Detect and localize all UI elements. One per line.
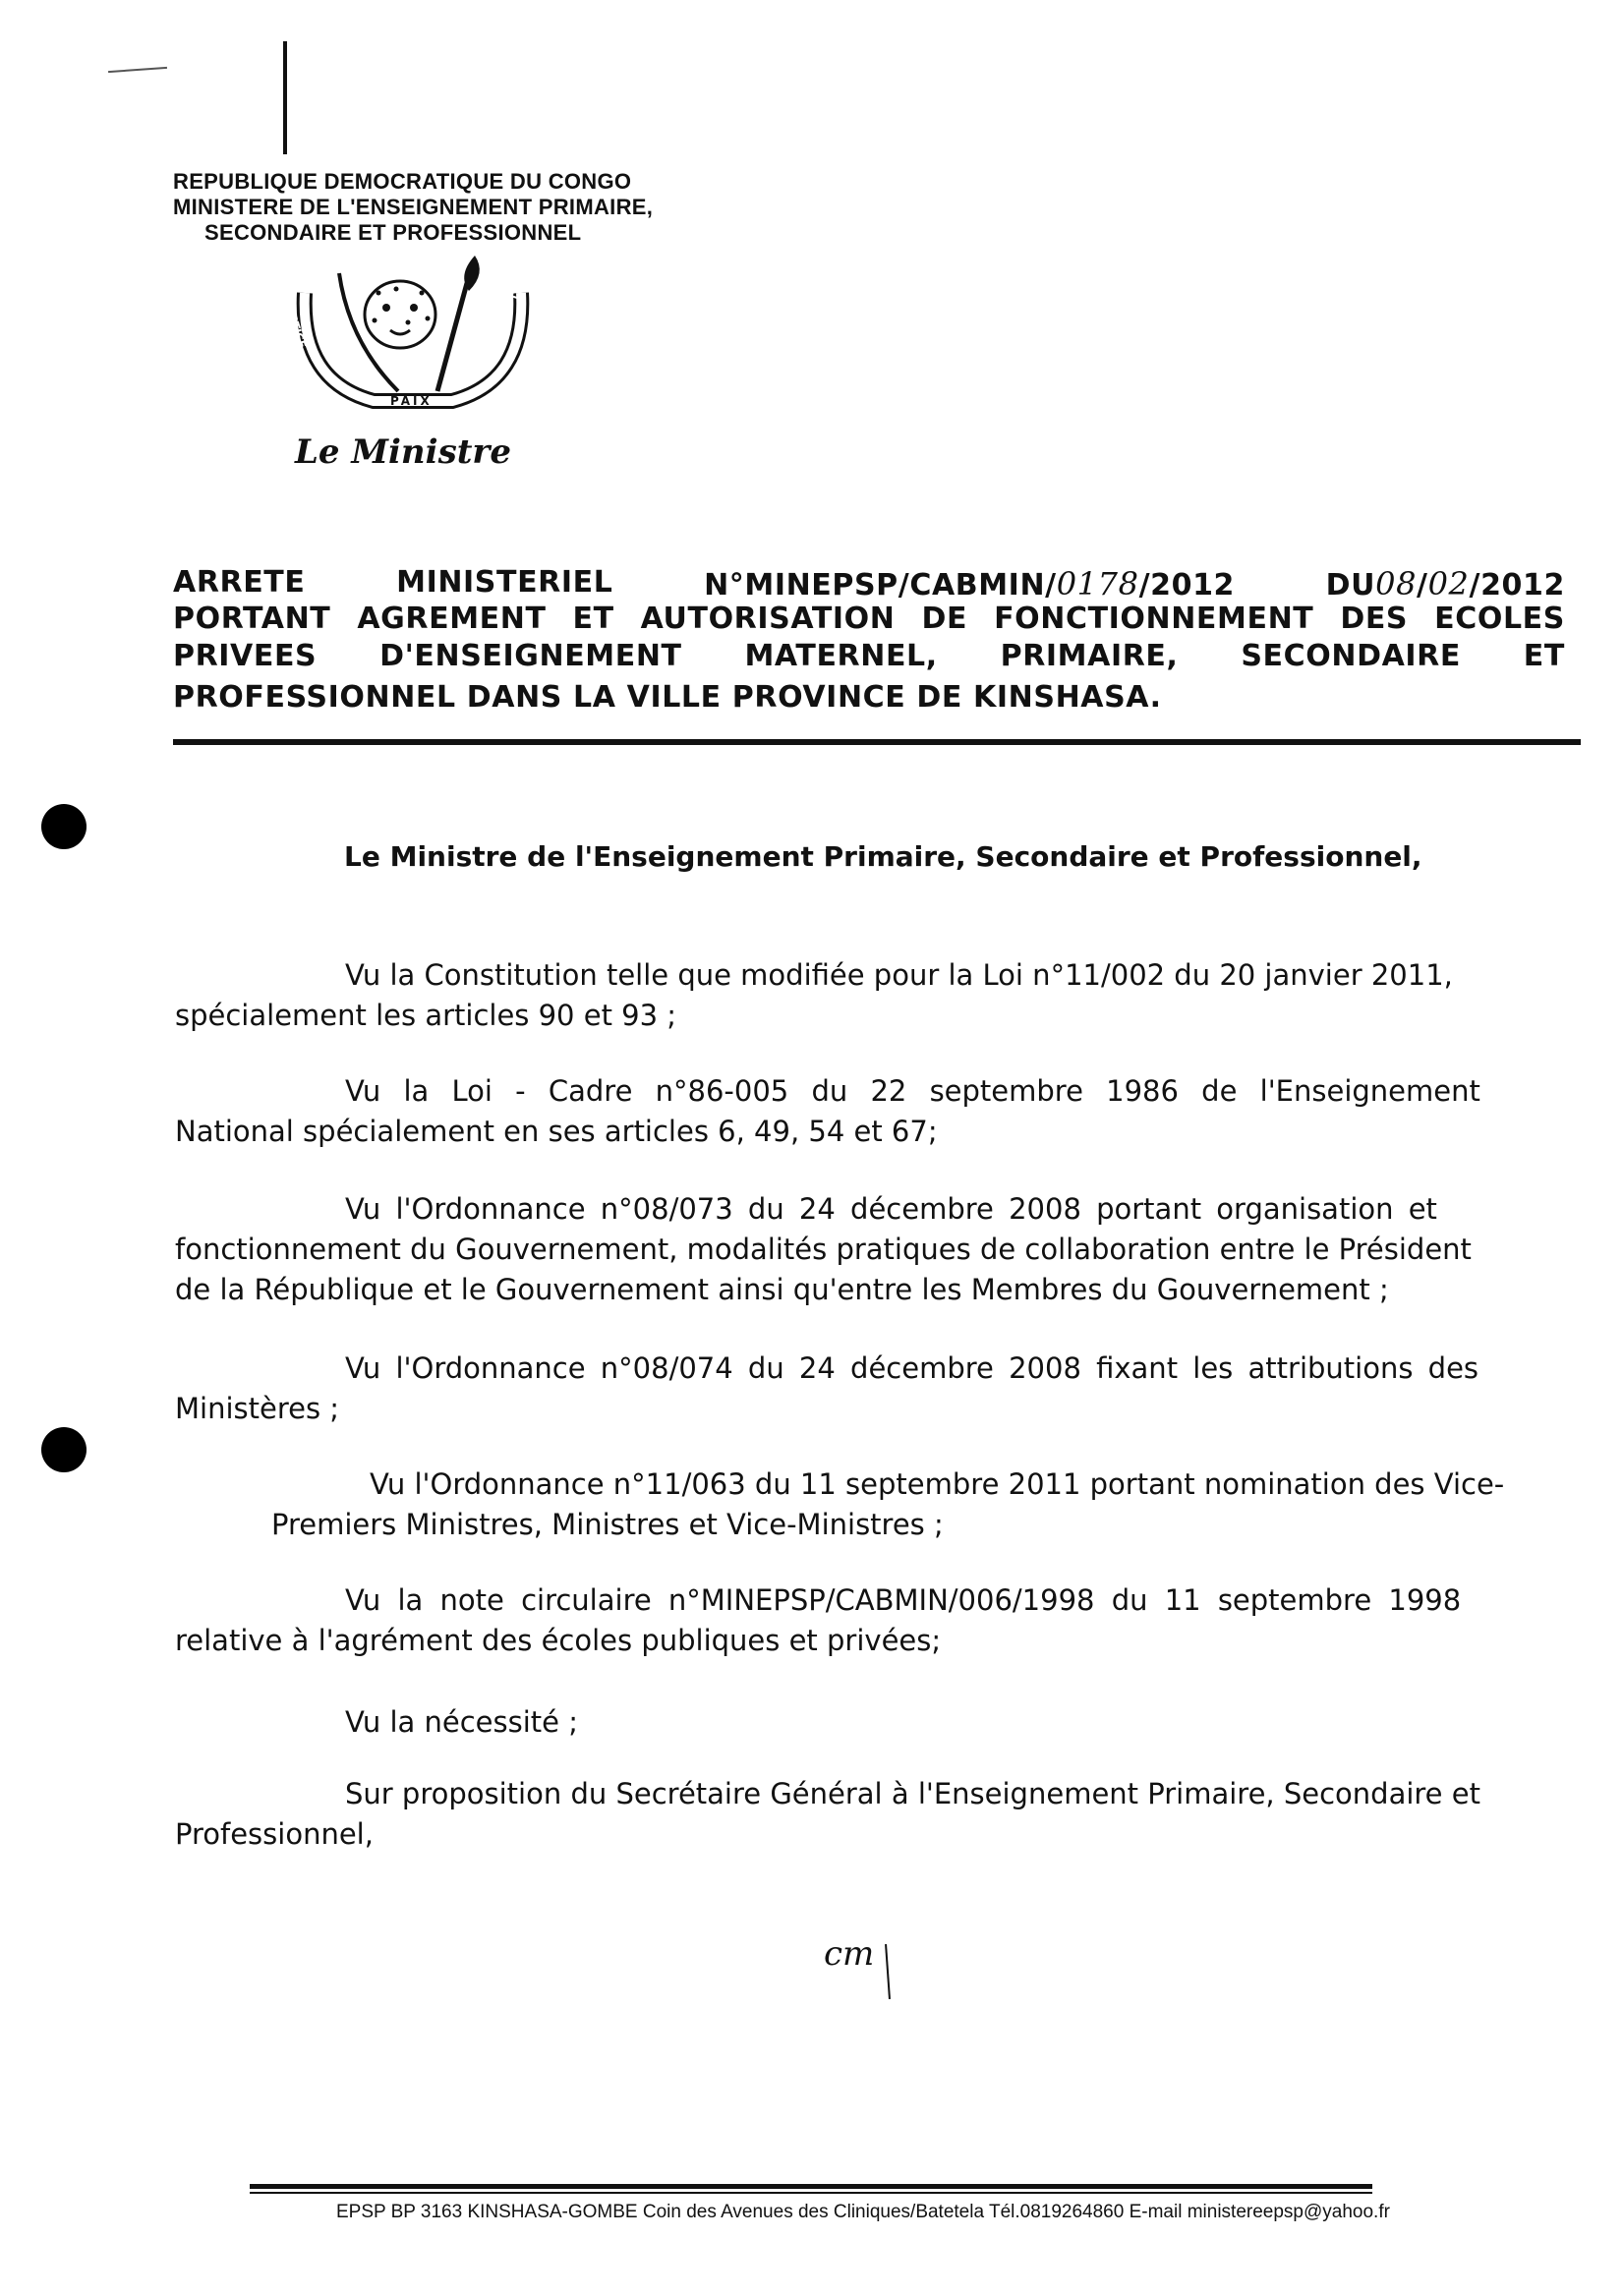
paragraph-line: spécialement les articles 90 et 93 ; (175, 999, 677, 1032)
paragraph-line: Sur proposition du Secrétaire Général à l'Enseignement Primaire, Secondaire et (345, 1777, 1480, 1810)
decree-word: ECOLES (1434, 602, 1565, 636)
decree-title-line-2 (173, 602, 1565, 636)
paragraph-line: Vu la note circulaire n°MINEPSP/CABMIN/006/1998 du 11 septembre 1998 (345, 1583, 1462, 1617)
paragraph-line: relative à l'agrément des écoles publiques et privées; (175, 1624, 942, 1657)
decree-word: SECONDAIRE (1241, 639, 1461, 673)
scan-stray-mark (108, 67, 167, 73)
paragraph-line: Premiers Ministres, Ministres et Vice-Ministres ; (271, 1508, 944, 1541)
header-ministry-cont: SECONDAIRE ET PROFESSIONNEL (204, 220, 582, 245)
preamble-heading: Le Ministre de l'Enseignement Primaire, Secondaire et Professionnel, (344, 840, 1422, 873)
paragraph-ordonnance-073 (175, 1189, 1472, 1310)
decree-word: MINISTERIEL (396, 565, 613, 600)
heading-rule (173, 739, 1581, 745)
paragraph-ordonnance-063 (271, 1464, 1504, 1545)
decree-word: PRIMAIRE, (1000, 639, 1179, 673)
decree-title-line-4: PROFESSIONNEL DANS LA VILLE PROVINCE DE KINSHASA. (173, 680, 1162, 715)
decree-word: AGREMENT (357, 602, 547, 636)
decree-reference: N°MINEPSP/CABMIN/0178/2012 (704, 565, 1236, 603)
decree-word: D'ENSEIGNEMENT (379, 639, 682, 673)
header-country: REPUBLIQUE DEMOCRATIQUE DU CONGO (173, 169, 632, 194)
decree-word: DE (921, 602, 968, 636)
paragraph-line: de la République et le Gouvernement ainsi qu'entre les Membres du Gouvernement ; (175, 1273, 1389, 1306)
decree-word: FONCTIONNEMENT (994, 602, 1314, 636)
decree-word: ET (572, 602, 614, 636)
paragraph-proposition (175, 1774, 1480, 1855)
paragraph-line: Vu l'Ordonnance n°08/073 du 24 décembre 2008 portant organisation et (345, 1192, 1437, 1226)
paragraph-constitution (175, 955, 1529, 1036)
paragraph-line: Vu la Loi - Cadre n°86-005 du 22 septembre 1986 de l'Enseignement (345, 1074, 1480, 1108)
paragraph-line: Vu la Constitution telle que modifiée pour la Loi n°11/002 du 20 janvier 2011, (345, 958, 1453, 992)
paragraph-line: Ministères ; (175, 1392, 340, 1425)
footer-rule-thin (250, 2192, 1372, 2194)
paragraph-line: fonctionnement du Gouvernement, modalités pratiques de collaboration entre le Président (175, 1233, 1472, 1266)
decree-word: ET (1523, 639, 1565, 673)
paragraph-line: Vu l'Ordonnance n°11/063 du 11 septembre 2011 portant nomination des Vice- (370, 1467, 1505, 1501)
decree-word: DES (1340, 602, 1409, 636)
scan-vertical-mark (283, 41, 287, 154)
decree-word: PORTANT (173, 602, 331, 636)
decree-word: AUTORISATION (640, 602, 896, 636)
handwritten-number: 0178 (1056, 565, 1139, 603)
handwritten-month: 02 (1427, 565, 1470, 603)
paragraph-line: National spécialement en ses articles 6, 49, 54 et 67; (175, 1115, 938, 1148)
decree-date: DU08/02/2012 (1325, 565, 1565, 603)
decree-word: ARRETE (173, 565, 306, 600)
paragraph-loi-cadre (175, 1071, 1480, 1152)
minister-title: Le Ministre (295, 432, 511, 472)
decree-word: MATERNEL, (744, 639, 938, 673)
initials-stroke (885, 1944, 891, 1999)
punch-hole (41, 1427, 87, 1472)
footer-rule (250, 2184, 1372, 2189)
emblem-ribbon-center: PAIX (390, 394, 433, 408)
punch-hole (41, 804, 87, 849)
emblem-ribbon-right: TRAVAIL (508, 251, 537, 304)
paragraph-line: Vu l'Ordonnance n°08/074 du 24 décembre 2008 fixant les attributions des (345, 1351, 1479, 1385)
coat-of-arms-emblem (280, 251, 546, 421)
paragraph-necessite (345, 1702, 578, 1743)
decree-title-line-3 (173, 639, 1565, 673)
paragraph-line: Professionnel, (175, 1817, 374, 1851)
emblem-ribbon-left: JUSTICE (281, 301, 309, 350)
footer-address: EPSP BP 3163 KINSHASA-GOMBE Coin des Avenues des Cliniques/Batetela Tél.0819264860 E-mail ministereepsp@yahoo.fr (336, 2202, 1390, 2222)
handwritten-initials: cm (824, 1934, 875, 1974)
header-ministry: MINISTERE DE L'ENSEIGNEMENT PRIMAIRE, (173, 195, 654, 219)
paragraph-line: Vu la nécessité ; (345, 1705, 578, 1739)
decree-word: PRIVEES (173, 639, 318, 673)
paragraph-note-circulaire (175, 1580, 1461, 1661)
decree-title-line-1 (173, 565, 1565, 603)
paragraph-ordonnance-074 (175, 1349, 1478, 1429)
handwritten-day: 08 (1375, 565, 1418, 603)
